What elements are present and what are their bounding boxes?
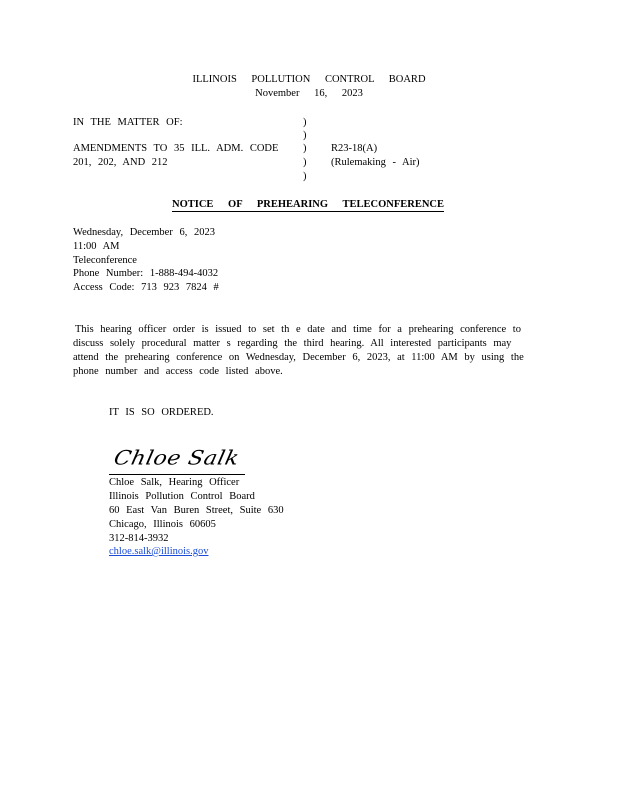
body-line-1: This hearing officer order is issued to set th e date and time for a prehearing conference to — [75, 324, 521, 335]
notice-title: NOTICE OF PREHEARING TELECONFERENCE — [172, 199, 444, 210]
meeting-day: Wednesday, December 6, 2023 — [73, 227, 215, 238]
signer-phone: 312-814-3932 — [109, 533, 169, 544]
document-date: November 16, 2023 — [255, 88, 363, 99]
signature-line — [109, 474, 245, 475]
handwritten-signature — [112, 447, 242, 470]
body-line-3: attend the prehearing conference on Wednesday, December 6, 2023, at 11:00 AM by using the — [73, 352, 524, 363]
caption-paren-1: ) — [303, 117, 307, 128]
body-line-4: phone number and access code listed above. — [73, 366, 283, 377]
caption-matter: IN THE MATTER OF: — [73, 117, 183, 128]
phone-number: Phone Number: 1-888-494-4032 — [73, 268, 219, 279]
access-code: Access Code: 713 923 7824 # — [73, 282, 219, 293]
caption-amendments-line2: 201, 202, AND 212 — [73, 157, 168, 168]
caption-paren-3: ) — [303, 143, 307, 154]
caption-paren-4: ) — [303, 157, 307, 168]
meeting-time: 11:00 AM — [73, 241, 120, 252]
caption-paren-5: ) — [303, 171, 307, 182]
signer-organization: Illinois Pollution Control Board — [109, 491, 255, 502]
signer-name-title: Chloe Salk, Hearing Officer — [109, 477, 240, 488]
so-ordered: IT IS SO ORDERED. — [109, 407, 214, 418]
proceeding-type: (Rulemaking - Air) — [331, 157, 420, 168]
body-line-2: discuss solely procedural matter s regarding the third hearing. All interested participants may — [73, 338, 512, 349]
signer-city: Chicago, Illinois 60605 — [109, 519, 216, 530]
caption-paren-2: ) — [303, 130, 307, 141]
board-name: ILLINOIS POLLUTION CONTROL BOARD — [192, 74, 426, 85]
signer-street: 60 East Van Buren Street, Suite 630 — [109, 505, 284, 516]
meeting-mode: Teleconference — [73, 255, 137, 266]
signature-script: Chloe Salk — [111, 447, 242, 470]
signer-email-link[interactable]: chloe.salk@illinois.gov — [109, 546, 209, 557]
docket-number: R23-18(A) — [331, 143, 378, 154]
caption-amendments-line1: AMENDMENTS TO 35 ILL. ADM. CODE — [73, 143, 279, 154]
